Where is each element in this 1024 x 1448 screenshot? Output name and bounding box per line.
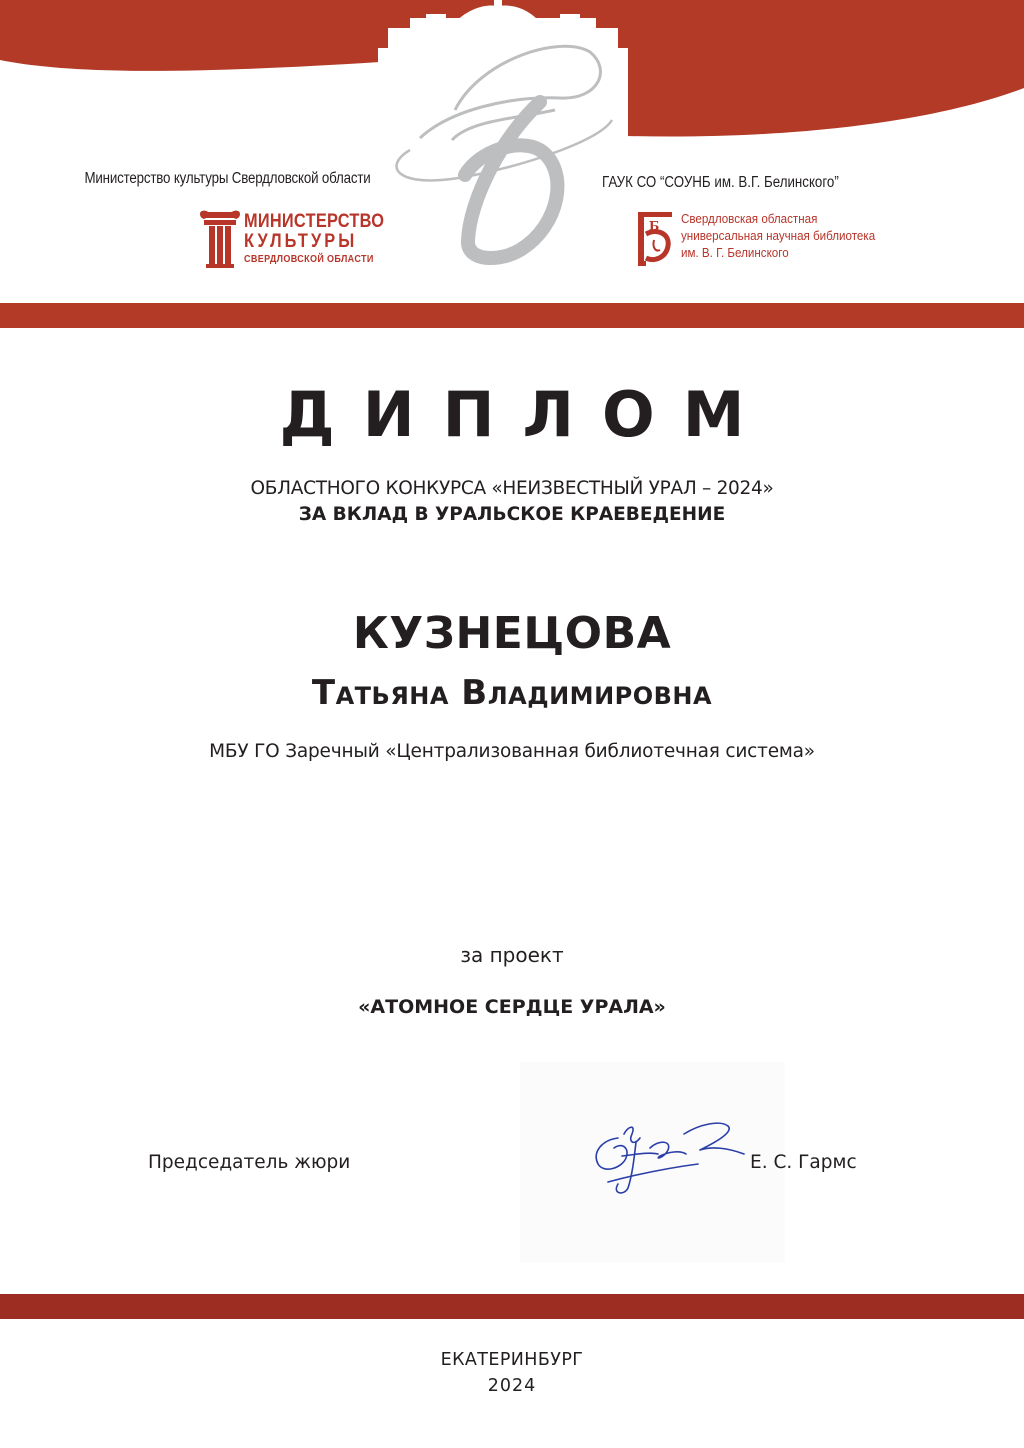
building-silhouette xyxy=(378,0,628,158)
recipient-given-names: Татьяна Владимировна xyxy=(311,673,713,713)
library-logo-line2: универсальная научная библиотека xyxy=(681,228,876,243)
ministry-title: Министерство культуры Свердловской области xyxy=(84,170,371,187)
library-logo xyxy=(636,210,896,270)
jury-chair-name: Е. С. Гармс xyxy=(750,1152,857,1173)
ministry-logo-line2: КУЛЬТУРЫ xyxy=(244,231,358,252)
library-logo-line1: Свердловская областная xyxy=(681,211,818,226)
column-icon xyxy=(198,210,242,268)
contest-name: ОБЛАСТНОГО КОНКУРСА «НЕИЗВЕСТНЫЙ УРАЛ – 2024» xyxy=(250,478,774,499)
handwritten-signature xyxy=(588,1112,748,1202)
ministry-logo-line1: МИНИСТЕРСТВО xyxy=(244,211,385,232)
emblem-letter: Б xyxy=(649,219,660,233)
project-title: «АТОМНОЕ СЕРДЦЕ УРАЛА» xyxy=(358,996,666,1018)
recipient-surname: КУЗНЕЦОВА xyxy=(352,608,672,659)
library-logo-line3: им. В. Г. Белинского xyxy=(681,245,789,260)
project-intro: за проект xyxy=(460,943,564,967)
bottom-band xyxy=(0,1294,1024,1319)
jury-chair-label: Председатель жюри xyxy=(148,1152,351,1173)
city: ЕКАТЕРИНБУРГ xyxy=(440,1350,584,1370)
top-band xyxy=(0,303,1024,328)
library-title: ГАУК СО “СОУНБ им. В.Г. Белинского” xyxy=(602,174,839,191)
ministry-logo-line3: СВЕРДЛОВСКОЙ ОБЛАСТИ xyxy=(244,253,374,265)
diploma-title: ДИПЛОМ xyxy=(279,378,773,451)
nomination: ЗА ВКЛАД В УРАЛЬСКОЕ КРАЕВЕДЕНИЕ xyxy=(298,504,726,525)
library-emblem-icon xyxy=(636,210,674,268)
ministry-logo xyxy=(198,210,388,270)
recipient-organization: МБУ ГО Заречный «Централизованная библиотечная система» xyxy=(209,741,815,762)
year: 2024 xyxy=(487,1376,537,1396)
